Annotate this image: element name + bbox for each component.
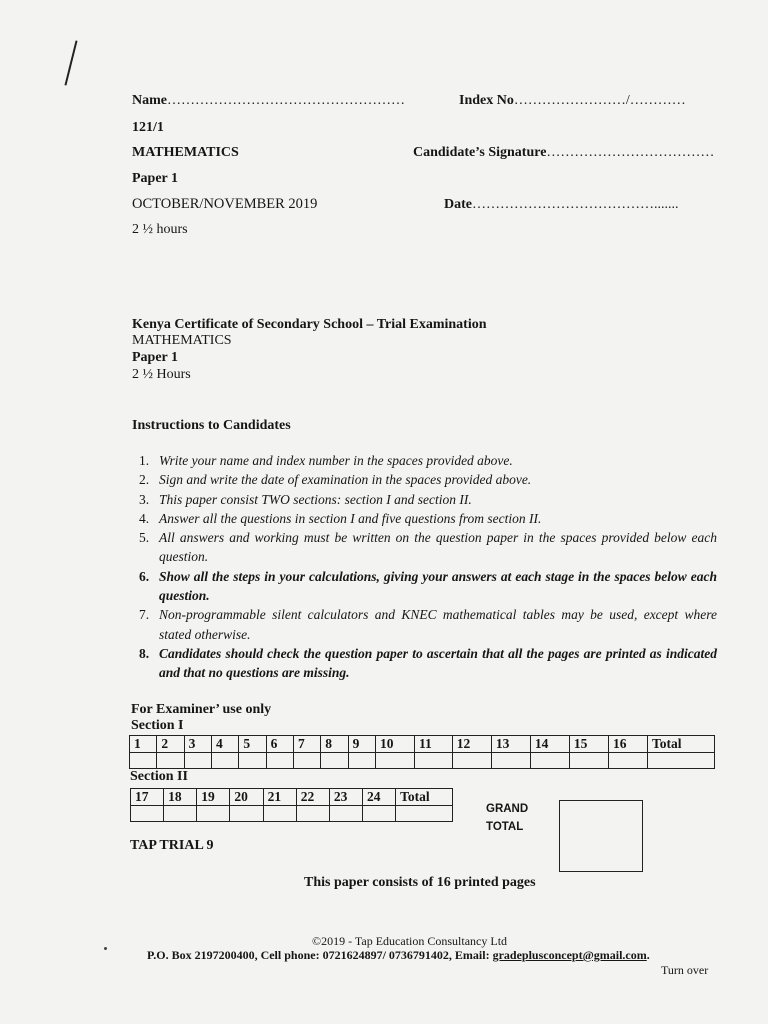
score-entry-cell [321, 753, 348, 769]
score-entry-cell [131, 806, 164, 822]
score-header-cell: 8 [321, 736, 348, 753]
score-entry-cell [491, 753, 530, 769]
instructions-list [132, 451, 717, 683]
score-entry-cell [184, 753, 211, 769]
scan-mark [104, 947, 107, 950]
table-score-row [130, 753, 715, 769]
score-entry-cell [569, 753, 608, 769]
score-header-cell: 16 [608, 736, 647, 753]
section-1-score-table [129, 735, 715, 769]
score-header-cell: 21 [263, 789, 296, 806]
name-field: Name…………………………………………… [132, 93, 405, 108]
score-header-cell: Total [396, 789, 453, 806]
duration: 2 ½ hours [132, 222, 188, 237]
score-header-cell: Total [648, 736, 715, 753]
subject-title: MATHEMATICS [132, 145, 239, 160]
pen-mark [64, 40, 77, 85]
score-header-cell: 20 [230, 789, 263, 806]
email-link[interactable]: gradeplusconcept@gmail.com [492, 948, 647, 962]
exam-session: OCTOBER/NOVEMBER 2019 [132, 196, 318, 212]
score-entry-cell [375, 753, 414, 769]
tap-trial-label: TAP TRIAL 9 [130, 838, 214, 853]
examiner-heading: For Examiner’ use only [131, 702, 272, 717]
grand-label: GRAND [486, 803, 529, 815]
score-header-cell: 12 [452, 736, 491, 753]
turn-over-note: Turn over [661, 963, 709, 977]
score-header-cell: 2 [157, 736, 184, 753]
score-entry-cell [211, 753, 238, 769]
score-entry-cell [263, 806, 296, 822]
instruction-item: 5. All answers and working must be written on the question paper in the spaces provided below each question. [139, 530, 717, 565]
signature-field: Candidate’s Signature……………………………… [413, 145, 715, 160]
instruction-item: 8. Candidates should check the question paper to ascertain that all the pages are printed as indicated and that no questions are missing. [139, 645, 717, 681]
score-entry-cell [239, 753, 266, 769]
score-header-cell: 10 [375, 736, 414, 753]
score-header-cell: 19 [197, 789, 230, 806]
instructions-heading: Instructions to Candidates [132, 418, 291, 433]
score-header-cell: 1 [130, 736, 157, 753]
contact-line: P.O. Box 2197200400, Cell phone: 0721624897/ 0736791402, Email: gradeplusconcept@gmail.com. [147, 948, 650, 962]
exam-subject: MATHEMATICS [132, 333, 232, 348]
score-entry-cell [296, 806, 329, 822]
score-entry-cell [197, 806, 230, 822]
score-header-cell: 11 [415, 736, 453, 753]
score-entry-cell [157, 753, 184, 769]
section-1-label: Section I [131, 718, 184, 733]
score-header-cell: 7 [293, 736, 320, 753]
score-entry-cell [452, 753, 491, 769]
score-entry-cell [396, 806, 453, 822]
index-field: Index No……………………/………… [459, 93, 686, 108]
total-label: TOTAL [486, 821, 524, 833]
score-entry-cell [130, 753, 157, 769]
score-header-cell: 15 [569, 736, 608, 753]
score-entry-cell [608, 753, 647, 769]
exam-duration: 2 ½ Hours [132, 367, 191, 382]
score-entry-cell [329, 806, 362, 822]
pages-note: This paper consists of 16 printed pages [304, 875, 536, 890]
score-entry-cell [293, 753, 320, 769]
score-entry-cell [164, 806, 197, 822]
score-header-cell: 5 [239, 736, 266, 753]
instruction-item: 2. Sign and write the date of examination in the spaces provided above. [139, 472, 532, 488]
score-header-cell: 3 [184, 736, 211, 753]
score-header-cell: 14 [530, 736, 569, 753]
paper-number: Paper 1 [132, 171, 179, 186]
table-score-row [131, 806, 453, 822]
score-header-cell: 6 [266, 736, 293, 753]
exam-title: Kenya Certificate of Secondary School – Trial Examination [132, 317, 487, 332]
table-header-row [131, 789, 453, 806]
score-header-cell: 13 [491, 736, 530, 753]
copyright-line: ©2019 - Tap Education Consultancy Ltd [312, 934, 508, 948]
score-entry-cell [230, 806, 263, 822]
score-header-cell: 17 [131, 789, 164, 806]
score-header-cell: 24 [362, 789, 395, 806]
date-field: Date…………………………………....... [444, 197, 679, 212]
instruction-item: 6. Show all the steps in your calculations, giving your answers at each stage in the spaces below each question. [139, 568, 717, 604]
score-entry-cell [362, 806, 395, 822]
paper-code: 121/1 [132, 120, 164, 135]
section-2-score-table [130, 788, 453, 822]
score-entry-cell [415, 753, 453, 769]
score-entry-cell [348, 753, 375, 769]
score-entry-cell [530, 753, 569, 769]
score-header-cell: 9 [348, 736, 375, 753]
score-header-cell: 18 [164, 789, 197, 806]
instruction-item: 7. Non-programmable silent calculators and KNEC mathematical tables may be used, except where stated otherwise. [139, 607, 717, 642]
score-header-cell: 4 [211, 736, 238, 753]
instruction-item: 1. Write your name and index number in the spaces provided above. [139, 453, 513, 468]
section-2-label: Section II [130, 769, 188, 784]
score-entry-cell [266, 753, 293, 769]
grand-total-box [559, 800, 643, 872]
instruction-item: 3. This paper consist TWO sections: section I and section II. [139, 491, 472, 507]
exam-paper: Paper 1 [132, 350, 179, 365]
score-header-cell: 23 [329, 789, 362, 806]
score-header-cell: 22 [296, 789, 329, 806]
table-header-row [130, 736, 715, 753]
score-entry-cell [648, 753, 715, 769]
instruction-item: 4. Answer all the questions in section I and five questions from section II. [139, 510, 542, 526]
